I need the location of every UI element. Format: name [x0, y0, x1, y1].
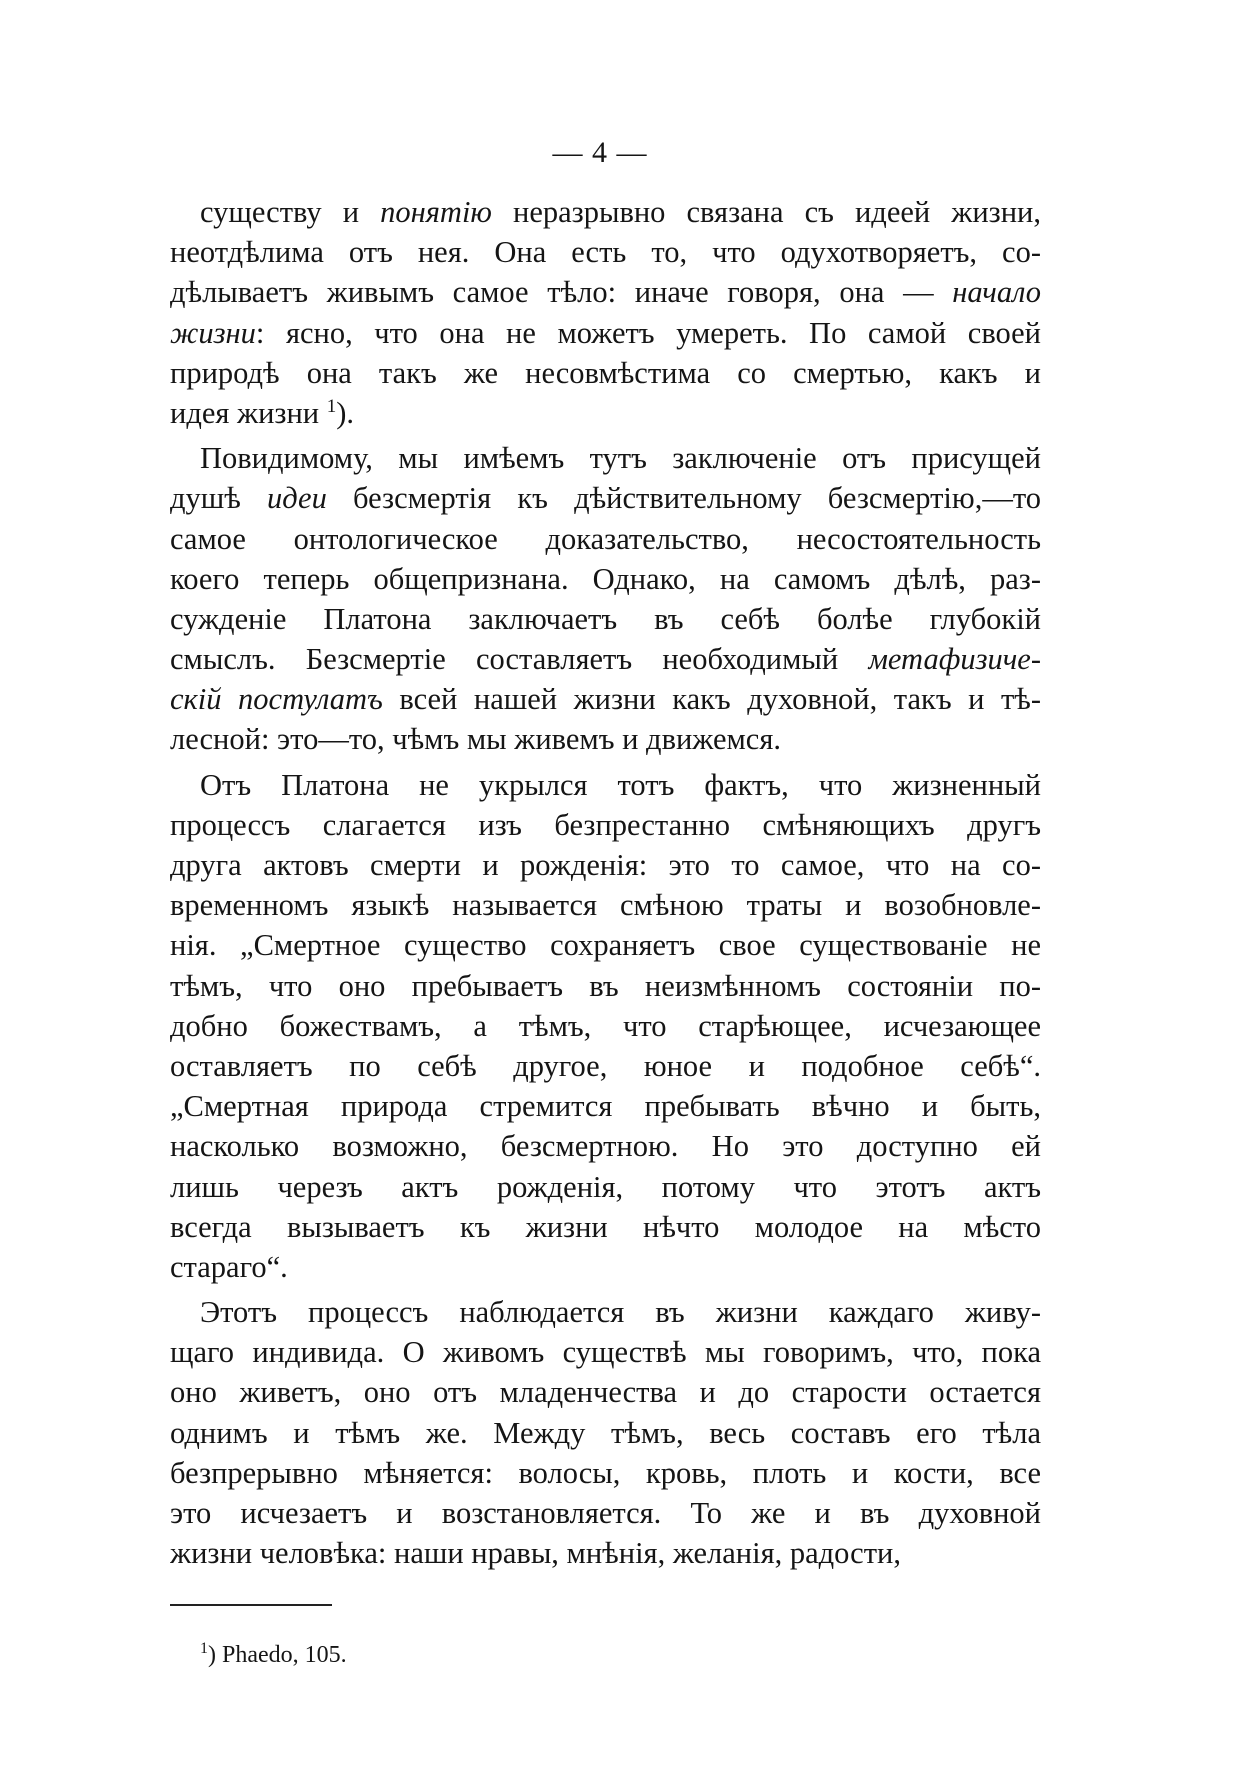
text-run: жизни человѣка: наши нравы, мнѣнія, желанія, радости, — [170, 1536, 901, 1571]
text-run: идея жизни — [170, 395, 327, 430]
text-run: коего теперь общепризнана. Однако, на самомъ дѣлѣ, раз- — [170, 561, 1041, 596]
text-run: временномъ языкѣ называется смѣною траты и возобновле- — [170, 888, 1041, 923]
italic-term: начало — [952, 275, 1041, 310]
text-line — [170, 599, 1041, 639]
text-run: неотдѣлима отъ нея. Она есть то, что одухотворяетъ, со- — [170, 235, 1041, 270]
text-line — [170, 805, 1041, 845]
text-run: неразрывно связана съ идеей жизни, — [491, 195, 1041, 229]
text-run: нія. „Смертное существо сохраняетъ свое существованіе не — [170, 928, 1041, 963]
text-run: самое онтологическое доказательство, несостоятельность — [170, 521, 1041, 556]
text-run: процессъ слагается изъ безпрестанно смѣняющихъ другъ — [170, 807, 1041, 842]
footnote-reference: 1 — [326, 395, 337, 417]
text-line — [170, 1493, 1041, 1533]
text-line — [170, 845, 1041, 885]
text-run: Этотъ процессъ наблюдается въ жизни каждаго живу- — [200, 1295, 1041, 1330]
page-number: — 4 — — [552, 136, 648, 169]
text-line — [170, 1292, 1041, 1332]
text-line — [170, 885, 1041, 925]
text-run: оно живетъ, оно отъ младенчества и до старости остается — [170, 1375, 1041, 1410]
text-line — [170, 192, 1041, 232]
text-run: безпрерывно мѣняется: волосы, кровь, плоть и кости, все — [170, 1455, 1041, 1490]
text-line — [170, 719, 1041, 759]
footnote-text: ) Phaedo, 105. — [208, 1642, 347, 1668]
paragraph — [170, 192, 1041, 433]
text-run: Отъ Платона не укрылся тотъ фактъ, что жизненный — [200, 767, 1041, 802]
text-run: стараго“. — [170, 1249, 288, 1284]
footnote-divider — [170, 1604, 332, 1606]
text-run: смыслъ. Безсмертіе составляетъ необходимый — [170, 642, 869, 677]
text-line — [170, 353, 1041, 393]
text-run: душѣ — [170, 481, 267, 516]
text-run: : ясно, что она не можетъ умереть. По самой своей — [255, 315, 1041, 350]
text-line — [170, 1207, 1041, 1247]
text-line — [170, 519, 1041, 559]
text-line — [170, 1086, 1041, 1126]
footnote — [200, 1640, 347, 1670]
italic-term: идеи — [267, 481, 327, 516]
text-run: тѣмъ, что оно пребываетъ въ неизмѣнномъ состояніи по- — [170, 968, 1041, 1003]
italic-term: скій постулатъ — [170, 682, 383, 717]
text-line — [170, 639, 1041, 679]
text-line — [170, 1006, 1041, 1046]
text-line — [170, 925, 1041, 965]
text-run: сужденіе Платона заключаетъ въ себѣ болѣе глубокій — [170, 601, 1041, 636]
text-run: лишь черезъ актъ рожденія, потому что этотъ актъ — [170, 1169, 1041, 1204]
footnote-marker: 1 — [200, 1640, 208, 1657]
text-run: всей нашей жизни какъ духовной, такъ и тѣ- — [382, 682, 1041, 717]
text-run: друга актовъ смерти и рожденія: это то самое, что на со- — [170, 848, 1041, 882]
text-line — [170, 1126, 1041, 1166]
paragraph — [170, 765, 1041, 1287]
text-run: Повидимому, мы имѣемъ тутъ заключеніе отъ присущей — [200, 441, 1041, 476]
text-line — [170, 1413, 1041, 1453]
text-run: ). — [336, 395, 355, 430]
text-run: природѣ она такъ же несовмѣстима со смертью, какъ и — [170, 355, 1041, 390]
text-line — [170, 966, 1041, 1006]
text-line — [170, 478, 1041, 518]
text-run: насколько возможно, безсмертною. Но это доступно ей — [170, 1129, 1041, 1164]
text-line — [170, 438, 1041, 478]
text-run: всегда вызываетъ къ жизни нѣчто молодое на мѣсто — [170, 1209, 1041, 1244]
text-line — [170, 1247, 1041, 1287]
text-line — [170, 232, 1041, 272]
text-run: это исчезаетъ и возстановляется. То же и въ духовной — [170, 1496, 1041, 1530]
text-line — [170, 679, 1041, 719]
paragraph — [170, 438, 1041, 760]
italic-term: жизни — [170, 315, 256, 350]
text-line — [170, 1332, 1041, 1372]
text-line — [170, 1453, 1041, 1493]
italic-term: понятію — [380, 195, 492, 229]
text-line — [170, 765, 1041, 805]
text-run: существу и — [200, 195, 381, 229]
text-run: оставляетъ по себѣ другое, юное и подобное себѣ“. — [170, 1048, 1041, 1083]
text-line — [170, 272, 1041, 312]
text-run: „Смертная природа стремится пребывать вѣчно и быть, — [170, 1089, 1041, 1124]
text-run: лесной: это—то, чѣмъ мы живемъ и движемся. — [170, 722, 781, 757]
text-run: щаго индивида. О живомъ существѣ мы говоримъ, что, пока — [170, 1335, 1041, 1370]
body-text — [170, 192, 1041, 1573]
italic-term: метафизиче- — [868, 642, 1041, 677]
text-line — [170, 1046, 1041, 1086]
text-line — [170, 393, 1041, 433]
text-line — [170, 313, 1041, 353]
text-run: дѣлываетъ живымъ самое тѣло: иначе говоря, она — — [170, 275, 953, 310]
text-run: однимъ и тѣмъ же. Между тѣмъ, весь составъ его тѣла — [170, 1415, 1041, 1450]
text-line — [170, 1533, 1041, 1573]
paragraph — [170, 1292, 1041, 1573]
text-run: добно божествамъ, а тѣмъ, что старѣющее, исчезающее — [170, 1008, 1041, 1043]
text-line — [170, 1167, 1041, 1207]
text-line — [170, 559, 1041, 599]
text-run: безсмертія къ дѣйствительному безсмертію,—то — [326, 481, 1041, 516]
text-line — [170, 1372, 1041, 1412]
